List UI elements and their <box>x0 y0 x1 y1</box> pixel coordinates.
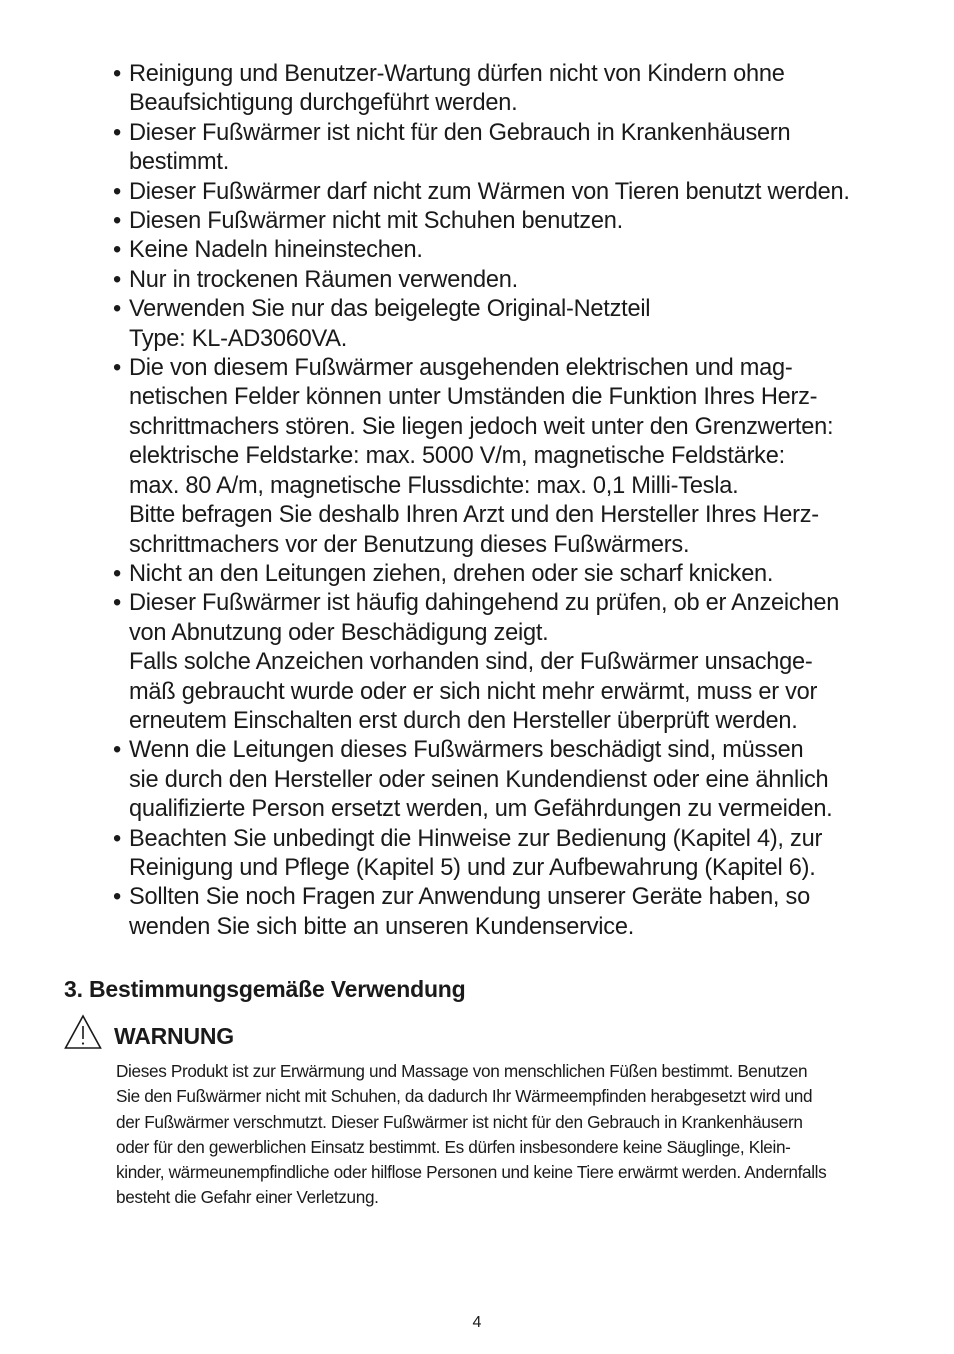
bullet-item <box>113 354 903 560</box>
bullet-line: Falls solche Anzeichen vorhanden sind, der Fußwärmer unsachge- <box>129 649 813 676</box>
bullet-line: • Dieser Fußwärmer darf nicht zum Wärmen von Tieren benutzt werden. <box>129 178 850 205</box>
bullet-item <box>113 119 903 178</box>
bullet-item <box>113 295 903 354</box>
bullet-line: mäß gebraucht wurde oder er sich nicht mehr erwärmt, muss er vor <box>129 678 818 705</box>
bullet-line: netischen Felder können unter Umständen die Funktion Ihres Herz- <box>129 384 818 411</box>
bullet-line: • Sollten Sie noch Fragen zur Anwendung unserer Geräte haben, so <box>129 884 810 911</box>
bullet-item <box>113 178 903 207</box>
bullet-item <box>113 883 903 942</box>
bullet-line: von Abnutzung oder Beschädigung zeigt. <box>129 619 549 646</box>
warning-triangle-icon <box>64 1014 102 1050</box>
warning-line: besteht die Gefahr einer Verletzung. <box>116 1187 379 1208</box>
bullet-line: Bitte befragen Sie deshalb Ihren Arzt und den Hersteller Ihres Herz- <box>129 502 819 529</box>
bullet-item <box>113 266 903 295</box>
bullet-line: Beaufsichtigung durchgeführt werden. <box>129 90 518 117</box>
bullet-line: • Diesen Fußwärmer nicht mit Schuhen benutzen. <box>129 208 623 235</box>
bullet-item <box>113 560 903 589</box>
bullet-line: • Reinigung und Benutzer-Wartung dürfen nicht von Kindern ohne <box>129 61 785 87</box>
bullet-item <box>113 825 903 884</box>
safety-bullet-list <box>113 60 903 942</box>
warning-line: oder für den gewerblichen Einsatz bestimmt. Es dürfen insbesondere keine Säuglinge, Klein- <box>116 1136 791 1157</box>
bullet-line: • Wenn die Leitungen dieses Fußwärmers beschädigt sind, müssen <box>129 737 804 764</box>
bullet-line: qualifizierte Person ersetzt werden, um Gefährdungen zu vermeiden. <box>129 796 833 823</box>
bullet-line: Type: KL-AD3060VA. <box>129 325 348 352</box>
warning-line: Sie den Fußwärmer nicht mit Schuhen, da dadurch Ihr Wärmeempfinden herabgesetzt wird und <box>116 1086 813 1107</box>
warning-heading <box>64 1012 234 1052</box>
bullet-line: elektrische Feldstarke: max. 5000 V/m, magnetische Feldstärke: <box>129 443 785 470</box>
bullet-item <box>113 60 903 119</box>
page-number: 4 <box>472 1314 482 1331</box>
bullet-line: • Keine Nadeln hineinstechen. <box>129 237 423 264</box>
bullet-line: • Dieser Fußwärmer ist häufig dahingehend zu prüfen, ob er Anzeichen <box>129 590 840 617</box>
warning-paragraph <box>116 1059 896 1211</box>
bullet-item <box>113 236 903 265</box>
warning-label: WARNUNG <box>114 1022 234 1049</box>
bullet-line: • Verwenden Sie nur das beigelegte Original-Netzteil <box>129 296 651 323</box>
bullet-item <box>113 207 903 236</box>
bullet-item <box>113 589 903 736</box>
bullet-line: • Dieser Fußwärmer ist nicht für den Gebrauch in Krankenhäusern <box>129 119 791 146</box>
bullet-line: • Beachten Sie unbedingt die Hinweise zur Bedienung (Kapitel 4), zur <box>129 825 823 852</box>
bullet-line: • Die von diesem Fußwärmer ausgehenden elektrischen und mag- <box>129 355 793 382</box>
section-heading: 3. Bestimmungsgemäße Verwendung <box>64 976 466 1002</box>
warning-line: kinder, wärmeunempfindliche oder hilflose Personen und keine Tiere erwärmt werden. Andernfalls <box>116 1162 827 1183</box>
bullet-line: • Nicht an den Leitungen ziehen, drehen oder sie scharf knicken. <box>129 560 774 587</box>
bullet-line: bestimmt. <box>129 149 230 176</box>
warning-line: Dieses Produkt ist zur Erwärmung und Massage von menschlichen Füßen bestimmt. Benutzen <box>116 1061 808 1081</box>
bullet-line: Reinigung und Pflege (Kapitel 5) und zur Aufbewahrung (Kapitel 6). <box>129 854 816 881</box>
bullet-line: schrittmachers stören. Sie liegen jedoch weit unter den Grenzwerten: <box>129 413 834 440</box>
bullet-line: max. 80 A/m, magnetische Flussdichte: max. 0,1 Milli-Tesla. <box>129 472 739 499</box>
warning-line: der Fußwärmer verschmutzt. Dieser Fußwärmer ist nicht für den Gebrauch in Krankenhäusern <box>116 1111 803 1132</box>
bullet-line: • Nur in trockenen Räumen verwenden. <box>129 266 518 293</box>
bullet-line: erneutem Einschalten erst durch den Hersteller überprüft werden. <box>129 707 798 734</box>
bullet-line: schrittmachers vor der Benutzung dieses Fußwärmers. <box>129 531 690 558</box>
bullet-line: wenden Sie sich bitte an unseren Kundenservice. <box>129 913 635 940</box>
bullet-item <box>113 736 903 824</box>
bullet-line: sie durch den Hersteller oder seinen Kundendienst oder eine ähnlich <box>129 766 829 793</box>
